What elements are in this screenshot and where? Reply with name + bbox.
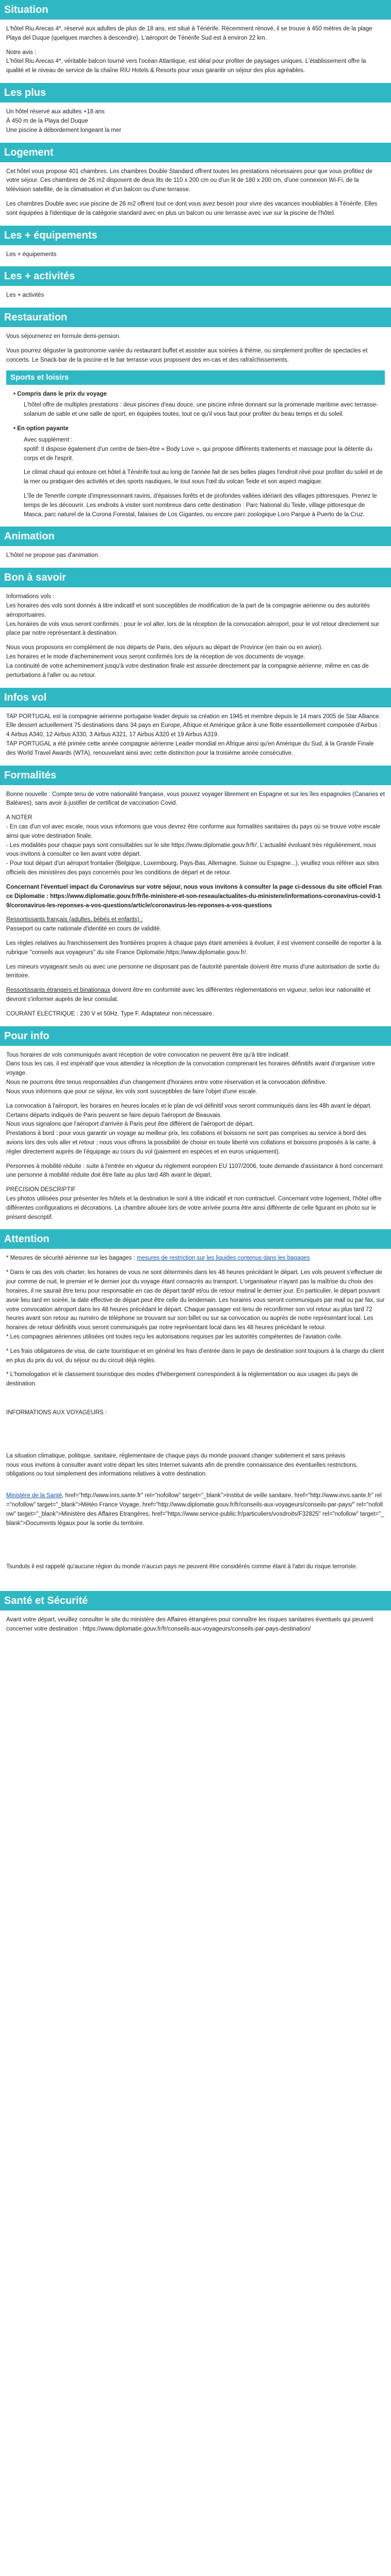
paragraph: Avant votre départ, veuillez consulter le site du ministère des Affaires étrangères pour connaître les risques sanitaires éventuels qui peuvent concerner votre destination : https://www.diplomatie.gouv.fr/fr/conseils-aux-voyageurs/conseils-par-pays-destination/ [6,1617,373,1633]
paragraph [6,1492,385,1528]
paragraph: Vous séjournerez en formule demi-pension. [6,333,121,340]
paragraph: Les + activités [6,292,44,299]
paragraph: Tous horaires de vols communiqués avant réception de votre convocation ne peuvent être qu'à titre indicatif. Dans tous les cas, il est impératif que vous attendiez la réception de la convocation comprenant les horaires définitifs avant d'organiser votre voyage. Nous ne pourrons être tenus responsables d'un changement d'horaires entre votre réservation et la convocation définitive. Nous vous informons que pour ce séjour, les vols sont susceptibles de faire l'objet d'une escale. [6,1052,375,1095]
paragraph: COURANT ELECTRIQUE : 230 V et 50Hz. Type F. Adaptateur non nécessaire. [6,1010,214,1017]
paragraph: Personnes à mobilité réduite : suite à l'entrée en vigueur du règlement européen EU 1107/2006, toute demande d'assistance à bord concernant une personne à mobilité réduite doit être faite au plus tard 48h avant le départ. [6,1163,383,1179]
restriction-link[interactable]: mesures de restriction sur les liquides contenus dans les bagages [137,1255,310,1262]
paragraph: L'hôtel ne propose pas d'animation. [6,552,100,559]
paragraph: Les + équipements [6,251,57,258]
paragraph: Le climat chaud qui entoure cet hôtel à Ténérife tout au long de l'année fait de ses belles plages l'endroit rêvé pour profiter du soleil et de la mer ou pratiquer des activités et des sports nautiques, le tout sous l'œil du volcan Teide et son aspect magique. [24,469,383,485]
section-title: Situation [0,0,391,20]
paragraph: Informations vols : Les horaires des vols sont donnés à titre indicatif et sont susceptibles de modification de la part de la compagnie aérienne ou des autorités aéroportuaires. Les horaires de vols vous seront confirmés : pour le vol aller, lors de la réception de la convocation aéroport, pour le vol retour directement sur place par notre représentant à destination. [6,594,379,637]
paragraph: Concernant l'éventuel impact du Coronavirus sur votre séjour, nous vous invitons à consulter la page ci-dessous du site officiel France Diplomatie : https://www.diplomatie.gouv.fr/fr/le-ministere-et-son-reseau/actualites-du-ministere/informations-coronavirus-covid-19/coronavirus-les-reponses-a-vos-questions/article/coronavirus-les-reponses-a-vos-questions [6,884,382,909]
subheading: Ressortissants français (adultes, bébés et enfants) : [6,917,143,923]
paragraph: L'hôtel offre de multiples prestations : deux piscines d'eau douce, une piscine infinie donnant sur la promenade maritime avec terrasse-solarium de sable et une salle de sport, en équipées toutes, tout ce qu'il vous faut pour profiter du beau temps et du soleil. [24,402,378,418]
paragraph [6,916,385,934]
section-title: Les plus [0,83,391,103]
paragraph: Les règles relatives au franchissement des frontières propres à chaque pays étant amenées à évoluer, il est vivement conseillé de reporter à la rubrique "conseils aux voyageurs" du site France Diplomatie,https://www.diplomatie.gouv.fr/. [6,940,381,956]
bullet-label: En option payante [17,426,69,432]
paragraph: * L'homologation et le classement touristique des modes d'hébergement correspondent à la réglementation ou aux usages du pays de destination. [6,1371,359,1387]
paragraph: L'hôtel Riu Arecas 4*, réservé aux adultes de plus de 18 ans, est situé à Ténérife. Récemment rénové, il se trouve à 450 mètres de la plage Playa del Duque (quelques marches à descendre). L'aéroport de Ténérife Sud est à environ 22 km. [6,26,372,41]
section-title: Les + activités [0,266,391,286]
bullet-label: Compris dans le prix du voyage [17,391,107,397]
paragraph: La convocation à l'aéroport, les horaires en heures locales et le plan de vol définitif vous seront communiqués dans les 48h avant le départ. Certains départs indiqués de Paris peuvent se faire depuis l'aéroport de Beauvais. Nous vous signalons que l'aéroport d'arrivée à Paris peut être différent de l'aéroport de départ. Prestations à bord : pour vous garantir un voyage au meilleur prix, les collations et boissons ne sont pas comprises au service à bord des avions lors des vols aller et retour ; nous vous offrons la possibilité de choisir en toute liberté vos collations et boissons proposés à la carte, à régler directement auprès de l'équipage au cours du vol (paiement en espèces et en euros uniquement). [6,1103,376,1155]
paragraph: L'île de Tenerife compte d'impressionnant ravins, d'épaisses forêts et de profondes vallées idériant des villages pittoresques. Prenez le temps de les découvrir. Les endroits à visiter sont nombreux dans cette destination : Parc National du Teide, village pittoresque de Masca, parc naturel de la Corona Forestal, falaises de Los Gigantes, ou encore parc zoologique Loro Parque à Puerto de la Cruz. [24,493,377,518]
section-title: Logement [0,143,391,162]
bullet-title: • Compris dans le prix du voyage [13,391,107,397]
section-title: Infos vol [0,688,391,707]
paragraph: La situation climatique, politique, sanitaire, réglementaire de chaque pays du monde pouvant changer subitement et sans préavis nous vous invitons à consulter avant votre départ les sites Internet suivants afin de prendre connaissance des éventuelles restrictions, obligations ou tout simplement des informations relatives à votre destination. [6,1452,358,1478]
paragraph: Notre avis : L'hôtel Riu Arecas 4*, véritable balcon tourné vers l'océan Atlantique, est idéal pour profiter de paysages uniques. L'établissement offre la qualité et le niveau de service de la chaîne RIU Hotels & Resorts pour vous garantir un séjour des plus agréables. [6,49,366,74]
paragraph: Les chambres Double avec vue piscine de 26 m2 offrent tout ce dont vous avez besoin pour vivre des vacances inoubliables à Ténérife. Elles sont équipées à l'identique de la catégorie standard avec en plus un balcon ou une terrasse avec vue sur la piscine de l'hôtel. [6,200,378,216]
section-title: Bon à savoir [0,568,391,587]
section-title: Animation [0,527,391,546]
paragraph [6,986,385,1005]
paragraph: A NOTER - En cas d'un vol avec escale, nous vous informons que vous devrez être conforme aux formalités sanitaires du pays où se trouve votre escale ainsi que votre destination finale. - Les modalités pour chaque pays sont consultables sur le site https://www.diplomatie.gouv.fr/fr/. L'actualité évoluant très régulièrement, nous vous invitons à consulter ce lien avant votre départ. - Pour tout départ d'un aéroport frontalier (Belgique, Luxembourg, Pays-Bas, Allemagne, Suisse ou Espagne...), veuillez vous référer aux sites officiels des ministères des pays concernés pour les conditions de départ et de retour. [6,815,381,876]
paragraph: * Dans le cas des vols charter, les horaires de vous ne sont déterminés dans les 48 heures précédant le départ. Les vols peuvent s'effectuer de jour comme de nuit, le premier et le dernier jour du voyage étant consacrés au transport. L'organisateur n'ayant pas la maîtrise du choix des horaires, il ne saurait être tenu pour responsable en cas de départ tardif et/ou de retour matinal le dernier jour. En particulier, le départ pouvant avoir lieu tard en soirée, la date effective de départ peut être celle du lendemain. Les horaires vous seront communiqués par mail ou par fax, sur votre convocation aéroport dans les 48 heures précédant le départ. Chaque passager est tenu de reconfirmer son vol retour au plus tard 72 heures avant son retour au numéro de téléphone se trouvant sur son billet ou sur sa convocation ou auprès de notre représentant local. Les horaires de retour définitifs vous seront communiqués par notre représentant local dans les 48 heures précédant le retour. * Les compagnies aériennes utilisées ont toutes reçu les autorisations requises par les autorités compétentes de l'aviation civile. [6,1269,385,1340]
subheading: Ressortissants étrangers et binationaux [6,987,110,994]
paragraph: Nous vous proposons en complément de nos départs de Paris, des séjours au départ de Province (en train ou en avion). Les horaires et le mode d'acheminement vous seront confirmés lors de la réception de vos documents de voyage. La continuité de votre acheminement jusqu'à votre destination finale est assurée directement par la compagnie aérienne, même en cas de perturbations à l'aller ou au retour. [6,645,369,679]
section-title: Sports et loisirs [6,370,385,385]
section-title: Formalités [0,766,391,785]
section-title: Santé et Sécurité [0,1591,391,1611]
paragraph: TAP PORTUGAL est la compagnie aérienne portugaise leader depuis sa création en 1945 et membre depuis le 14 mars 2005 de Star Alliance. Elle dessert actuellement 75 destinations dans 34 pays en Europe, Afrique et Amérique grâce à une flotte essentiellement composée d'Airbus : 4 Airbus A340, 12 Airbus A330, 3 Airbus A321, 17 Airbus A320 et 19 Airbus A319. TAP PORTUGAL a été primée cette année compagnie aérienne Leader mondial en Afrique ainsi qu'en Amérique du Sud, à la Grande Finale des World Travel Awards (WTA), renouvelant ainsi avec cette distinction pour la troisième année consécutive. [6,713,381,756]
paragraph: Cet hôtel vous propose 401 chambres. Les chambres Double Standard offrent toutes les prestations nécessaires pour que vous profitiez de votre séjour. Ces chambres de 26 m2 disposent de deux lits de 110 x 200 cm ou d'un lit de 180 x 200 cm, d'une connexion Wi-Fi, de la télévision satellite, de la climatisation et d'un balcon ou d'une terrasse. [6,168,373,193]
section-title: Restauration [0,308,391,327]
section-title: Les + équipements [0,226,391,245]
text: Passeport ou carte nationale d'identité en cours de validité. [6,926,161,933]
paragraph: Bonne nouvelle : Compte tenu de votre nationalité française, vous pouvez voyager librement en Espagne et sur les îles espagnoles (Canaries et Baléares), sans avoir à justifier de certificat de vaccination Covid. [6,791,385,807]
text: , href="http://www.inrs.sante.fr" rel="nofollow" target="_blank">Institut de veille sanitaire, href="http://www.invs.sante.fr" rel="nofollow" target="_blank">Météo France Voyage, href="http://www.diplomatie.gouv.fr/fr/conseils-aux-voyageurs/conseils-par-pays/" rel="nofollow" target="_blank">Ministère des Affaires Etrangères, href="https://www.service-public.fr/particuliers/vosdroits/F32825" rel="nofollow" target="_blank">Documents légaux pour la sortie du territoire. [6,1493,384,1527]
paragraph: Un hôtel réservé aux adultes +18 ans À 450 m de la Playa del Duque Une piscine à débordement longeant la mer [6,109,122,133]
paragraph: Vous pourrez déguster la gastronomie variée du restaurant buffet et assister aux soirées à thème, ou simplement profiter de spectacles et concerts. Le Snack-bar de la piscine et le bar terrasse vous proposent des en-cas et des rafraîchissements. [6,348,368,363]
paragraph: Avec supplément : spotif: Il dispose également d'un centre de bien-être « Body Love », qui propose différents traitements et massage pour la détente du corps et de l'esprit. [24,436,372,462]
paragraph: Tsunduts il est rappelé qu'aucune région du monde n'aucun pays ne peuvent être considérés comme étant à l'abri du risque terroriste. [6,1563,358,1570]
paragraph [6,1254,385,1263]
text: * Mesures de sécurité aérienne sur les bagages : [6,1255,135,1262]
section-title: Attention [0,1229,391,1249]
paragraph: INFORMATIONS AUX VOYAGEURS : [6,1410,107,1416]
paragraph: PRÉCISION DESCRIPTIF Les photos utilisées pour présenter les hôtels et la destination le sont à titre indicatif et non contractuel. Concernant votre logement, l'hôtel offre différentes configurations et décorations. La chambre allouée lors de votre arrivée pourra être ainsi différente de celle figurant en photo sur le présent descriptif. [6,1187,382,1221]
paragraph: * Les frais obligatoires de visa, de carte touristique et en général les frais d'entrée dans le pays de destination sont toujours à la charge du client en plus du prix du vol, du séjour ou du circuit déjà réglés. [6,1348,384,1364]
paragraph: Les mineurs voyageant seuls ou avec une personne ne disposant pas de l'autorité parentale doivent être munis d'une autorisation de sortie du territoire. [6,963,380,979]
bullet-title: • En option payante [13,426,69,432]
section-title: Pour info [0,1026,391,1046]
text: doivent être en conformité avec les différentes réglementations en vigueur, selon leur nationalité et devront s'informer auprès de leur consulat. [6,987,371,1003]
ministere-sante-link[interactable]: Ministère de la Santé [6,1493,62,1499]
